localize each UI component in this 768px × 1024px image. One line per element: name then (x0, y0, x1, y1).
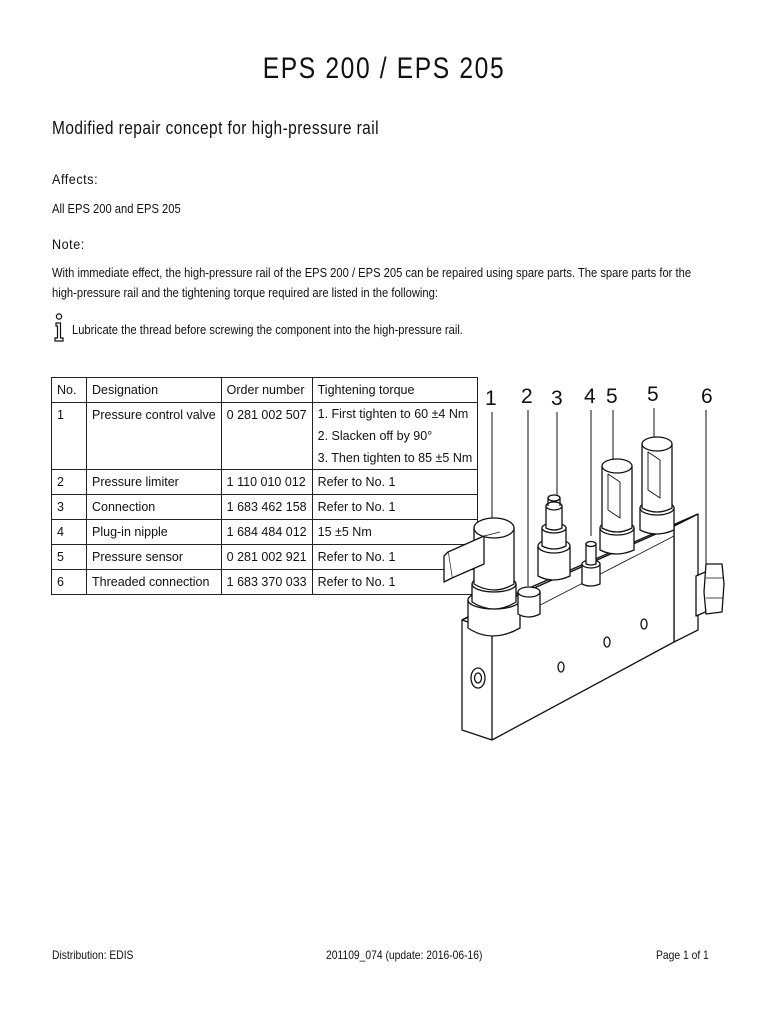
cell-designation: Pressure control valve (87, 403, 222, 470)
cell-designation: Pressure limiter (87, 470, 222, 495)
cell-designation: Plug-in nipple (87, 520, 222, 545)
cell-no: 2 (52, 470, 87, 495)
info-note (52, 313, 527, 343)
cell-no: 4 (52, 520, 87, 545)
cell-no: 5 (52, 545, 87, 570)
callout-2: 2 (521, 385, 533, 408)
cell-order-number: 1 110 010 012 (221, 470, 312, 495)
cell-order-number: 1 683 370 033 (221, 570, 312, 595)
callout-3: 3 (551, 387, 563, 410)
footer-distribution: Distribution: EDIS (52, 948, 134, 962)
footer-page-number: Page 1 of 1 (656, 948, 709, 962)
affects-text: All EPS 200 and EPS 205 (52, 201, 181, 216)
callout-5b: 5 (647, 383, 659, 406)
table-row (52, 470, 478, 495)
torque-step: 2. Slacken off by 90° (317, 429, 433, 443)
table-row (52, 545, 478, 570)
table-header-row (52, 378, 478, 403)
callout-4: 4 (584, 385, 596, 408)
note-text: With immediate effect, the high-pressure rail of the EPS 200 / EPS 205 can be repaired using spare parts. The spare parts for the high-pressure rail and the tightening torque required are listed in the following: (52, 265, 692, 300)
cell-torque: Refer to No. 1 (312, 570, 478, 595)
cell-torque: Refer to No. 1 (312, 545, 478, 570)
callout-5a: 5 (606, 385, 618, 408)
parts-table (51, 377, 478, 595)
table-row (52, 403, 478, 470)
header-order-number: Order number (221, 378, 312, 403)
callout-6: 6 (701, 385, 713, 408)
document-title: EPS 200 / EPS 205 (262, 52, 506, 85)
cell-no: 1 (52, 403, 87, 470)
cell-torque: 15 ±5 Nm (312, 520, 478, 545)
cell-order-number: 1 684 484 012 (221, 520, 312, 545)
torque-step: 1. First tighten to 60 ±4 Nm (317, 407, 469, 421)
info-icon (52, 313, 66, 343)
header-no: No. (52, 378, 87, 403)
info-text: Lubricate the thread before screwing the component into the high-pressure rail. (72, 322, 463, 337)
cell-order-number: 1 683 462 158 (221, 495, 312, 520)
note-label: Note: (52, 236, 85, 252)
cell-no: 6 (52, 570, 87, 595)
table-row (52, 495, 478, 520)
cell-order-number: 0 281 002 921 (221, 545, 312, 570)
table-row (52, 520, 478, 545)
cell-designation: Pressure sensor (87, 545, 222, 570)
table-row (52, 570, 478, 595)
cell-torque: Refer to No. 1 (312, 495, 478, 520)
header-tightening-torque: Tightening torque (312, 378, 478, 403)
cell-torque: Refer to No. 1 (312, 470, 478, 495)
cell-designation: Connection (87, 495, 222, 520)
cell-order-number: 0 281 002 507 (221, 403, 312, 470)
header-designation: Designation (87, 378, 222, 403)
footer-doc-id: 201109_074 (update: 2016-06-16) (326, 948, 483, 962)
callout-1: 1 (485, 387, 497, 410)
affects-label: Affects: (52, 171, 99, 187)
torque-step: 3. Then tighten to 85 ±5 Nm (317, 451, 473, 465)
document-subtitle: Modified repair concept for high-pressure rail (52, 118, 379, 138)
cell-no: 3 (52, 495, 87, 520)
high-pressure-rail-drawing (440, 378, 730, 773)
cell-designation: Threaded connection (87, 570, 222, 595)
